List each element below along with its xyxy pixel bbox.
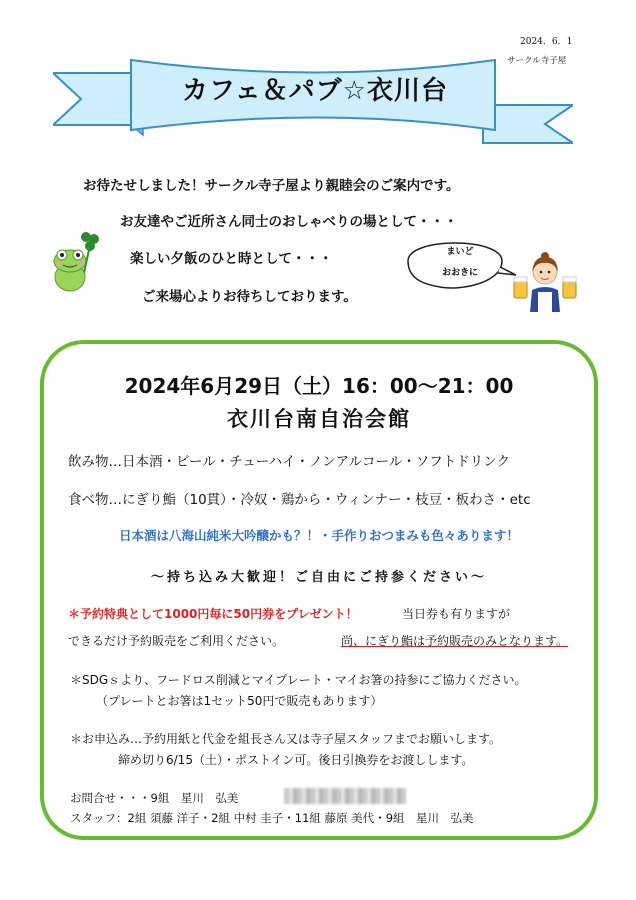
- speech-bubble: [400, 225, 518, 297]
- organizer-name: サークル寺子屋: [507, 56, 567, 66]
- staff-list: スタッフ：2組 須藤 洋子・2組 中村 圭子・11組 藤原 美代・9組 星川 弘美: [70, 811, 474, 825]
- deadline-note: 締め切り6/15（土）・ポストイン可。後日引換券をお渡しします。: [118, 753, 474, 767]
- foods-line: 食べ物…にぎり鮨（10貫）・冷奴・鶏から・ウィンナー・枝豆・板わさ・etc: [68, 492, 531, 508]
- sake-note: 日本酒は八海山純米大吟醸かも？！・手作りおつまみも色々あります！: [119, 528, 519, 543]
- reservation-bonus: ＊予約特典として1000円毎に50円券をプレゼント！: [68, 607, 358, 621]
- bubble-text-2: おおきに: [441, 268, 478, 278]
- intro-line-3: 楽しい夕飯のひと時として・・・: [130, 251, 333, 267]
- frog-with-clover-icon: [50, 225, 106, 295]
- intro-line-2: お友達やご近所さん同士のおしゃべりの場として・・・: [120, 214, 458, 230]
- event-venue: 衣川台南自治会館: [227, 407, 411, 431]
- drinks-line: 飲み物…日本酒・ビール・チューハイ・ノンアルコール・ソフトドリンク: [68, 454, 510, 470]
- sdgs-note: ＊SDGｓより、フードロス削減とマイプレート・マイお箸の持参にご協力ください。: [70, 673, 527, 687]
- reservation-request: できるだけ予約販売をご利用ください。: [68, 634, 285, 648]
- banner-title: カフェ＆パブ☆衣川台: [181, 76, 448, 106]
- redacted-phone: [284, 788, 406, 804]
- same-day-ticket-note: 当日券も有りますが: [402, 607, 511, 621]
- event-datetime: 2024年6月29日（土）16：00～21：00: [124, 374, 514, 398]
- intro-line-1: お待たせしました！サークル寺子屋より親睦会のご案内です。: [83, 178, 460, 194]
- contact-info: お問合せ・・・9組 星川 弘美: [70, 791, 239, 805]
- waitress-with-beer-icon: [512, 250, 578, 312]
- bring-own-welcome: ～持ち込み大歓迎！ご自由にご持参ください～: [150, 570, 487, 585]
- intro-line-4: ご来場心よりお待ちしております。: [142, 289, 357, 305]
- bubble-text-1: まいど: [446, 247, 474, 257]
- plate-chopsticks-note: （プレートとお箸は1セット50円で販売もあります）: [96, 694, 383, 708]
- sushi-reservation-only: 尚、にぎり鮨は予約販売のみとなります。: [341, 634, 569, 648]
- document-date: 2024．6．1: [520, 37, 573, 47]
- application-note: ＊お申込み…予約用紙と代金を組長さん又は寺子屋スタッフまでお願いします。: [70, 732, 502, 746]
